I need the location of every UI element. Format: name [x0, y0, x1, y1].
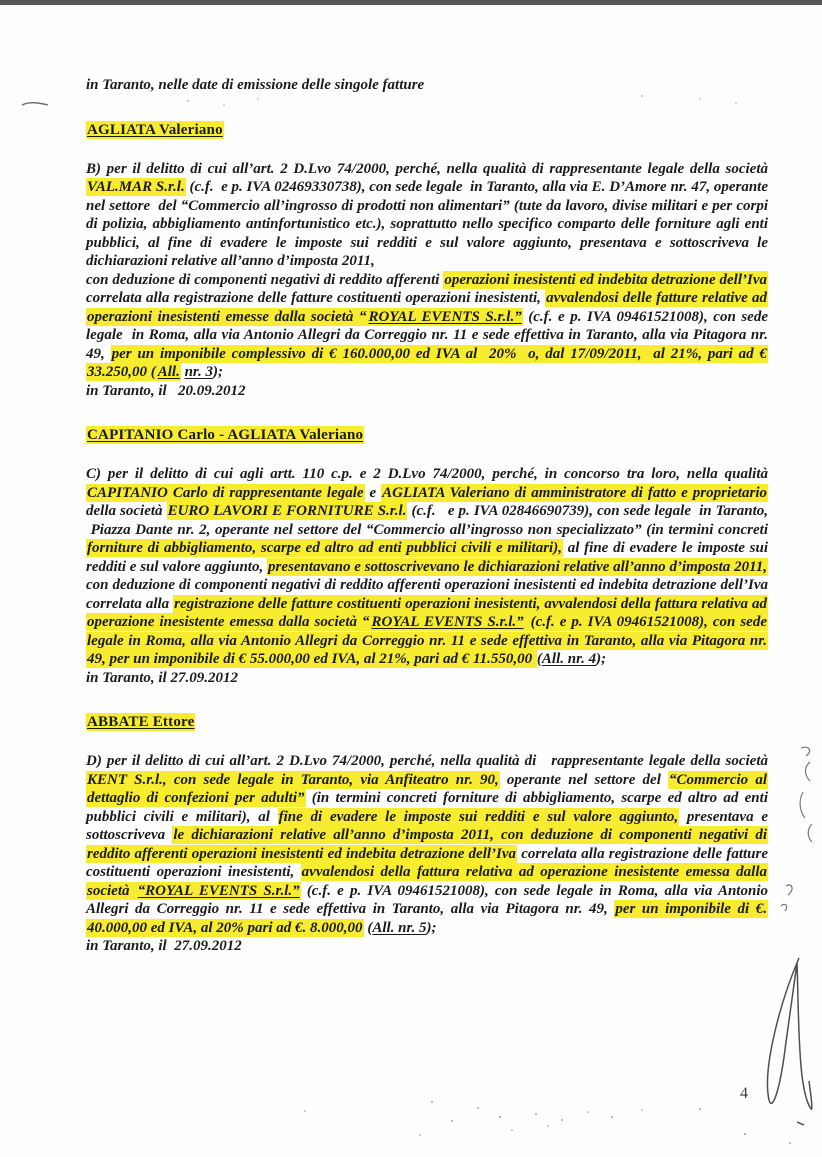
- text-segment: avvalendosi della fattura relativa ad operazione inesistente emessa dalla società: [87, 864, 768, 899]
- text-segment: (c.f. e p. IVA 02469330738), con sede legale in Taranto, alla via E. D’Amore nr. 47, operante nel settore del “Commercio all’ingrosso di prodotti non alimentari” (tute da lavoro, divise militari e per corpi di polizia, abbigliamento antinfortunistico etc.), soprattutto nello specifico comparto delle forniture agli enti pubblici, al fine di evadere le imposte sui redditi e sul valore aggiunto, presentava e sottoscriveva le dichiarazioni relative all’anno d’imposta 2011,: [86, 179, 768, 269]
- section-heading-agliata: [86, 121, 768, 140]
- text-segment: All.: [157, 364, 180, 380]
- pen-curls-right: [781, 747, 812, 911]
- text-segment: (in termini concreti forniture di abbigliamento, scarpe ed altro ad enti pubblici civili e militari), al: [86, 790, 768, 825]
- charge-b-dateline: in Taranto, il 20.09.2012: [86, 382, 246, 399]
- text-segment: operante nel settore del: [499, 771, 669, 788]
- text-segment: VAL.MAR S.r.l.: [87, 179, 185, 195]
- text-segment: correlata alla registrazione delle fatture costituenti operazioni inesistenti,: [86, 290, 546, 306]
- text-segment: per un imponibile di €. 40.000,00 ed IVA, al 20% pari ad €. 8.000,00: [87, 901, 767, 936]
- pen-dash-left: [22, 103, 48, 105]
- text-segment: All. nr. 4: [541, 651, 597, 667]
- text-segment: “ROYAL EVENTS S.r.l.”: [137, 882, 300, 899]
- text-segment: (: [536, 651, 542, 667]
- charge-d-paragraph: [86, 752, 768, 937]
- text-segment: con deduzione di componenti negativi di reddito afferenti: [86, 271, 444, 288]
- heading-text: CAPITANIO Carlo - AGLIATA Valeriano: [87, 427, 364, 443]
- intro-line: in Taranto, nelle date di emissione delle singole fatture: [86, 77, 425, 93]
- charge-d-dateline: in Taranto, il 27.09.2012: [86, 938, 242, 954]
- section-heading-capitanio-agliata: [86, 426, 768, 445]
- page-number: 4: [740, 1085, 748, 1102]
- text-segment: al fine di evadere le imposte sui redditi e sul valore aggiunto,: [86, 540, 768, 575]
- text-segment: EURO LAVORI E FORNITURE S.r.l.: [167, 503, 407, 519]
- text-segment: (c.f. e p. IVA 09461521008), con sede legale in Roma, alla via Antonio Allegri da Correggio nr. 11 e sede effettiva in Taranto, alla via Pitagora nr. 49, per un imponibile di € 55.000,00 ed IVA, al 21%, pari ad € 11.550,00: [87, 614, 767, 667]
- charge-b-paragraph-1: [86, 160, 768, 271]
- text-segment: B) per il delitto di cui all’art. 2 D.Lvo 74/2000, perché, nella qualità di rappresentante legale della società: [86, 160, 768, 177]
- heading-text: ABBATE Ettore: [87, 714, 195, 730]
- scan-edge-artifact: [0, 0, 822, 5]
- text-segment: presentava e sottoscriveva: [86, 808, 768, 843]
- heading-text: AGLIATA Valeriano: [87, 121, 223, 138]
- text-segment: D) per il delitto di cui all’art. 2 D.Lvo 74/2000, perché, nella qualità di rappresentante legale della società: [86, 753, 768, 769]
- text-segment: operazioni inesistenti ed indebita detrazione dell’Iva: [444, 271, 767, 288]
- text-segment: registrazione delle fatture costituenti operazioni inesistenti, avvalendosi della fattura relativa ad operazione inesistente emessa dalla società “: [87, 595, 767, 630]
- text-segment: All. nr. 5: [372, 919, 427, 936]
- text-segment: per un imponibile complessivo di € 160.000,00 ed IVA al 20% o, dal 17/09/2011, al 21%, pari ad € 33.250,00 (: [87, 345, 768, 380]
- text-segment: KENT S.r.l., con sede legale in Taranto, via Anfiteatro nr. 90,: [87, 771, 499, 788]
- text-segment: presentavano e sottoscrivevano le dichiarazioni relative all’anno d’imposta 2011,: [268, 558, 767, 575]
- text-segment: le dichiarazioni relative all’anno d’imposta 2011, con deduzione di componenti negativi di reddito afferenti operazioni inesistenti ed indebita detrazione dell’Iva: [87, 827, 767, 862]
- text-segment: (c.f. e p. IVA 09461521008), con sede legale in Roma, alla via Antonio Allegri da Correggio nr. 11 e sede effettiva in Taranto, alla via Pitagora nr. 49,: [86, 882, 768, 917]
- text-segment: (c.f. e p. IVA 09461521008), con sede legale in Roma, alla via Antonio Allegri da Correggio nr. 11 e sede effettiva in Taranto, alla via Pitagora nr. 49,: [86, 308, 768, 362]
- text-segment: avvalendosi delle fatture relative ad operazioni inesistenti emesse dalla società “: [87, 290, 767, 325]
- scan-specks-bottom: [304, 1101, 791, 1144]
- text-segment: della società: [86, 503, 167, 519]
- pen-scribble: [768, 958, 812, 1109]
- text-segment: );: [426, 919, 437, 936]
- text-segment: nr. 3: [184, 364, 213, 380]
- text-segment: e: [364, 484, 382, 501]
- section-heading-abbate: [86, 713, 768, 732]
- charge-c-paragraph: [86, 465, 768, 669]
- text-segment: con deduzione di componenti negativi di reddito afferenti operazioni inesistenti ed indebita detrazione dell’Iva correlata alla: [86, 577, 768, 612]
- text-segment: correlata alla registrazione delle fatture costituenti operazioni inesistenti,: [86, 845, 768, 880]
- text-segment: ROYAL EVENTS S.r.l.”: [371, 614, 524, 630]
- text-segment: (c.f. e p. IVA 02846690739), con sede legale in Taranto, Piazza Dante nr. 2, operante nel settore del “Commercio all’ingrosso non specializzato” (in termini concreti: [86, 503, 769, 538]
- text-segment: CAPITANIO Carlo di rappresentante legale: [87, 484, 364, 501]
- charge-c-dateline: in Taranto, il 27.09.2012: [86, 669, 238, 686]
- text-segment: (: [363, 919, 373, 936]
- text-segment: ROYAL EVENTS S.r.l.”: [368, 308, 522, 325]
- text-segment: );: [212, 364, 223, 380]
- text-segment: forniture di abbigliamento, scarpe ed altro ad enti pubblici civili e militari),: [87, 540, 562, 556]
- text-segment: C) per il delitto di cui agli artt. 110 c.p. e 2 D.Lvo 74/2000, perché, in concorso tra loro, nella qualità: [86, 466, 768, 482]
- document-body: [86, 76, 768, 956]
- text-segment: fine di evadere le imposte sui redditi e sul valore aggiunto,: [278, 808, 679, 825]
- text-segment: “Commercio al dettaglio di confezioni per adulti”: [87, 771, 767, 806]
- pen-tick: [797, 1122, 804, 1125]
- text-segment: );: [596, 651, 607, 667]
- charge-b-paragraph-2: [86, 271, 768, 382]
- text-segment: AGLIATA Valeriano di amministratore di fatto e proprietario: [382, 484, 767, 501]
